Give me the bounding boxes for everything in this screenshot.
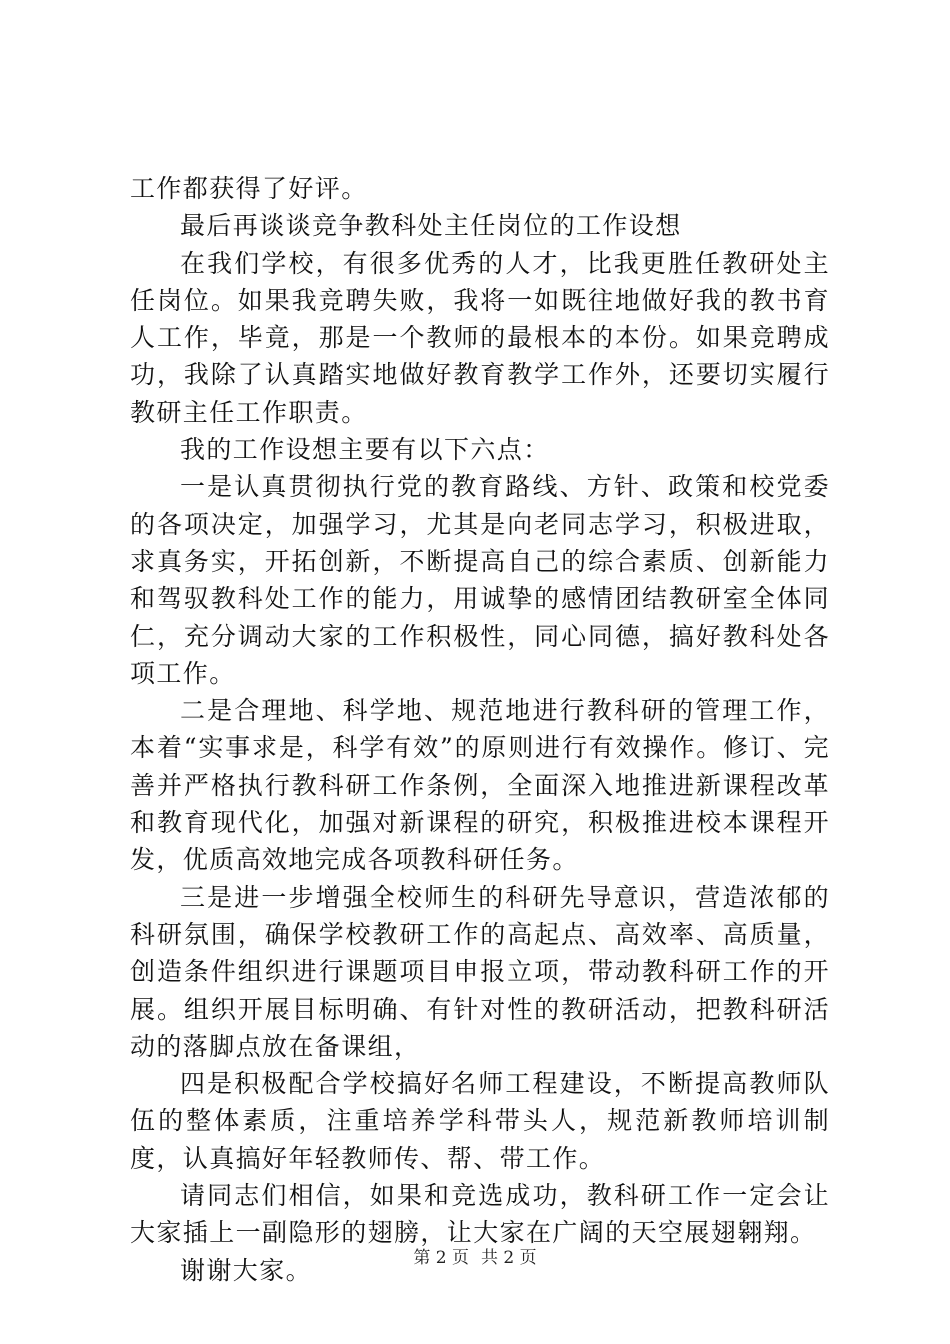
paragraph: 我的工作设想主要有以下六点： — [180, 435, 550, 465]
document-body — [130, 170, 830, 1289]
paragraph: 二是合理地、科学地、规范地进行教科研的管理工作，本着“实事求是，科学有效”的原则进行有效操作。修订、完善并严格执行教科研工作条例，全面深入地推进新课程改革和教育现代化，加强对新课程的研究，积极推进校本课程开发，优质高效地完成各项教科研任务。 — [130, 696, 830, 875]
paragraph-closing: 谢谢大家。 — [180, 1255, 313, 1285]
paragraph-continuation: 工作都获得了好评。 — [130, 174, 368, 203]
paragraph: 请同志们相信，如果和竞选成功，教科研工作一定会让大家插上一副隐形的翅膀，让大家在广阔的天空展翅翱翔。 — [130, 1181, 830, 1248]
paragraph: 在我们学校，有很多优秀的人才，比我更胜任教研处主任岗位。如果我竞聘失败，我将一如既往地做好我的教书育人工作，毕竟，那是一个教师的最根本的本份。如果竞聘成功，我除了认真踏实地做好教育教学工作外，还要切实履行教研主任工作职责。 — [130, 248, 830, 427]
page-total: 共 2 页 — [481, 1248, 537, 1268]
paragraph: 四是积极配合学校搞好名师工程建设，不断提高教师队伍的整体素质，注重培养学科带头人，规范新教师培训制度，认真搞好年轻教师传、帮、带工作。 — [130, 1069, 830, 1173]
page-number: 第 2 页 — [413, 1248, 469, 1268]
paragraph: 三是进一步增强全校师生的科研先导意识，营造浓郁的科研氛围，确保学校教研工作的高起点、高效率、高质量，创造条件组织进行课题项目申报立项，带动教科研工作的开展。组织开展目标明确、有针对性的教研活动，把教科研活动的落脚点放在备课组， — [130, 882, 830, 1061]
paragraph-section-heading: 最后再谈谈竞争教科处主任岗位的工作设想 — [180, 211, 682, 241]
page-footer — [0, 1247, 950, 1269]
paragraph: 一是认真贯彻执行党的教育路线、方针、政策和校党委的各项决定，加强学习，尤其是向老同志学习，积极进取，求真务实，开拓创新，不断提高自己的综合素质、创新能力和驾驭教科处工作的能力，用诚挚的感情团结教研室全体同仁，充分调动大家的工作积极性，同心同德，搞好教科处各项工作。 — [130, 472, 830, 688]
